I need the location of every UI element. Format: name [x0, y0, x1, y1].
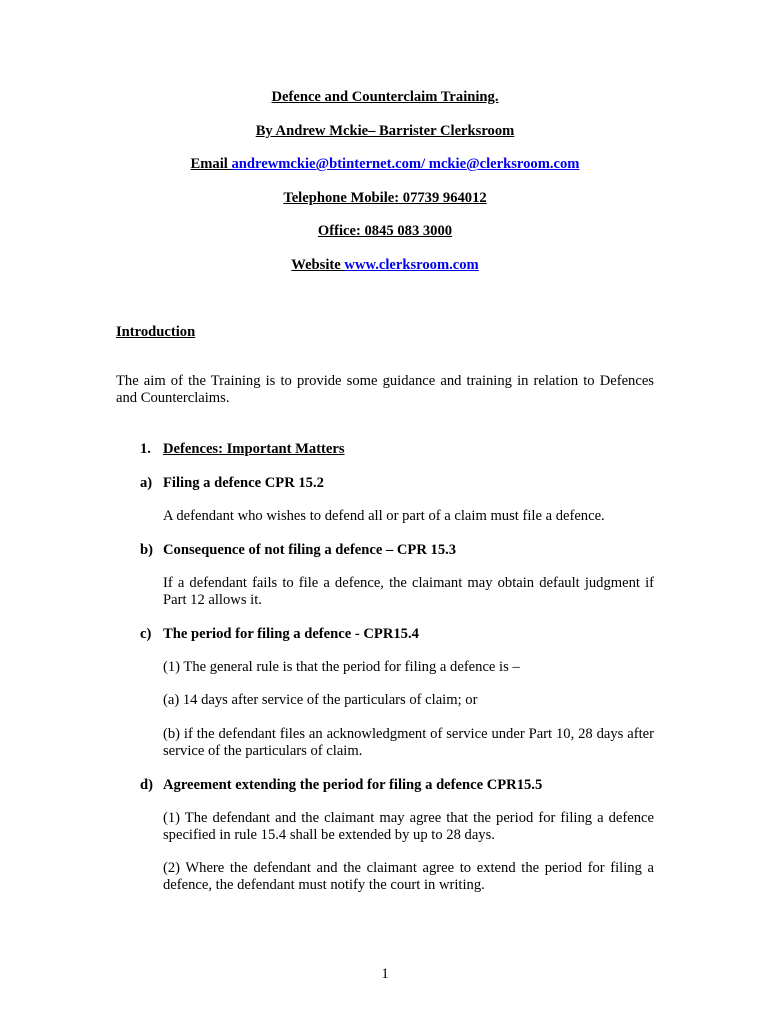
subsection-title: Filing a defence CPR 15.2 — [163, 475, 324, 491]
subsection-title: Agreement extending the period for filing a defence CPR15.5 — [163, 777, 543, 793]
subsection-c-paragraph-1: (1) The general rule is that the period for filing a defence is – — [163, 659, 520, 675]
email-label: Email — [190, 156, 232, 172]
subsection-letter: d) — [140, 777, 153, 793]
email-link[interactable]: andrewmckie@btinternet.com/ mckie@clerksroom.com — [231, 156, 580, 172]
author-line: By Andrew Mckie– Barrister Clerksroom — [255, 123, 515, 139]
subsection-title: The period for filing a defence - CPR15.4 — [163, 626, 419, 642]
subsection-c-paragraph-3: (b) if the defendant files an acknowledgment of service under Part 10, 28 days after service of the particulars of claim. — [163, 726, 654, 759]
subsection-letter: b) — [140, 542, 153, 558]
subsection-letter: a) — [140, 475, 153, 491]
website-label: Website — [291, 257, 345, 273]
website-line — [0, 256, 770, 274]
subsection-d-heading — [140, 776, 542, 794]
section-1-heading — [140, 440, 345, 458]
subsection-title: Consequence of not filing a defence – CPR 15.3 — [163, 542, 457, 558]
section-title: Defences: Important Matters — [163, 441, 345, 457]
subsection-c-heading — [140, 625, 419, 643]
subsection-a-paragraph: A defendant who wishes to defend all or part of a claim must file a defence. — [163, 508, 605, 524]
subsection-c-paragraph-2: (a) 14 days after service of the particulars of claim; or — [163, 692, 478, 708]
document-title: Defence and Counterclaim Training. — [271, 89, 499, 105]
website-link[interactable]: www.clerksroom.com — [344, 257, 479, 273]
subsection-letter: c) — [140, 626, 152, 642]
subsection-b-heading — [140, 541, 456, 559]
email-line — [0, 155, 770, 173]
page-number: 1 — [381, 966, 389, 982]
mobile-line: Telephone Mobile: 07739 964012 — [283, 190, 487, 206]
subsection-d-paragraph-1: (1) The defendant and the claimant may agree that the period for filing a defence specified in rule 15.4 shall be extended by up to 28 days. — [163, 810, 654, 843]
introduction-heading: Introduction — [116, 324, 196, 340]
section-number: 1. — [140, 441, 151, 457]
office-line: Office: 0845 083 3000 — [317, 223, 453, 239]
subsection-b-paragraph: If a defendant fails to file a defence, the claimant may obtain default judgment if Part 12 allows it. — [163, 575, 654, 608]
introduction-text: The aim of the Training is to provide some guidance and training in relation to Defences and Counterclaims. — [116, 373, 654, 406]
subsection-a-heading — [140, 474, 324, 492]
subsection-d-paragraph-2: (2) Where the defendant and the claimant agree to extend the period for filing a defence, the defendant must notify the court in writing. — [163, 860, 654, 893]
